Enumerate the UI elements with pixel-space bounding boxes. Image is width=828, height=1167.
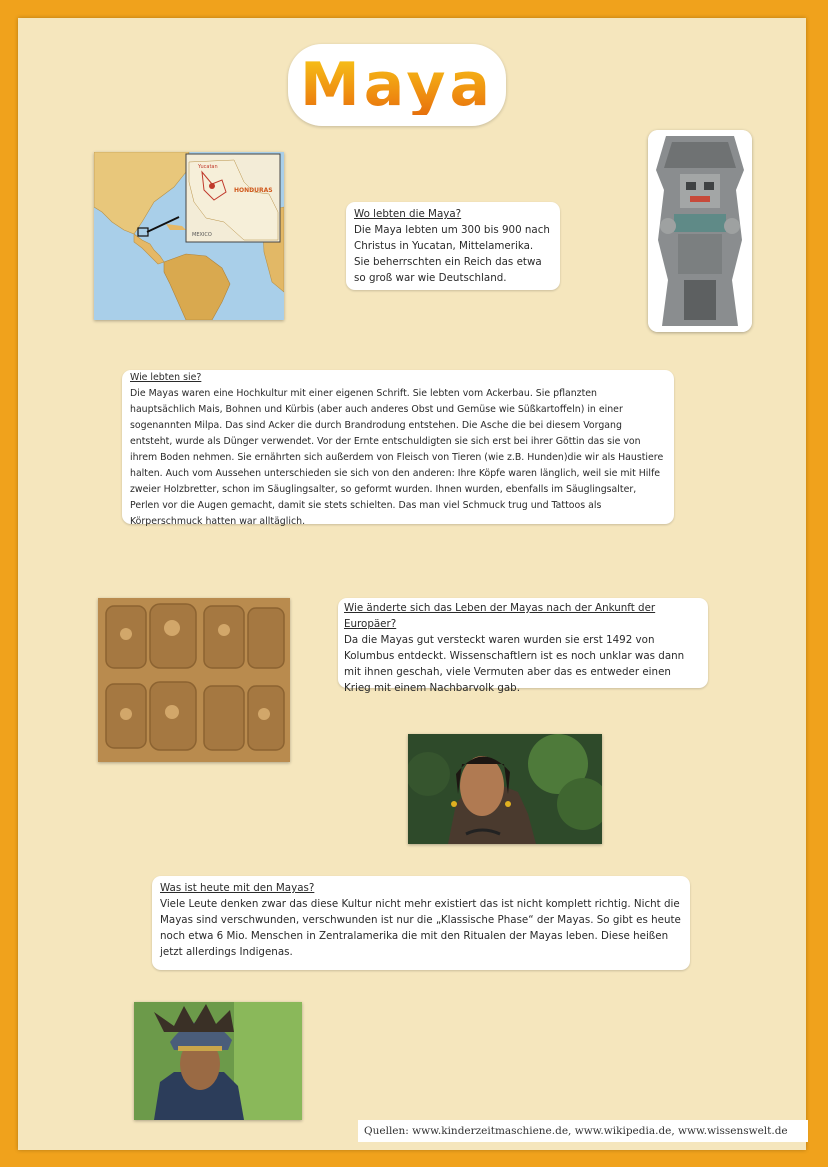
card-change-after-europeans [338,598,708,694]
text-where: Die Maya lebten um 300 bis 900 nach Christus in Yucatan, Mittelamerika. Sie beherrschten ein Reich das etwa so groß war wie Deutschland. [354,224,550,284]
glyph-illustration [98,598,290,762]
maya-woman-photo [408,734,602,844]
text-how: Die Mayas waren eine Hochkultur mit einer eigenen Schrift. Sie lebten vom Ackerbau. Sie pflanzten hauptsächlich Mais, Bohnen und Kürbis (aber auch anderes Obst und Gemüse wie Süßkartoffeln) in einer sogenannten Milpa. Das sind Acker die durch Brandrodung entstehen. Die Asche die bei diesem Vorgang entsteht, wurde als Dünger verwendet. Vor der Ernte entschuldigten sie sich erst bei ihrer Göttin das sie von ihrem Boden nehmen. Sie ernährten sich außerdem von Fleisch von Tieren (wie z.B. Hunden)die wir als Haustiere halten. Auch vom Aussehen unterschieden sie sich von den anderen: Ihre Köpfe waren länglich, weil sie mit Hilfe zweier Holzbretter, schon im Säuglingsalter, so geformt wurden. Ihnen wurden, ebenfalls im Säuglingsalter, Perlen vor die Augen gemacht, damit sie stets schielten. Das man viel Schmuck trug und Tattoos als Körperschmuck hatten war alltäglich. [130,388,664,527]
sources-footer: Quellen: www.kinderzeitmaschiene.de, www.wikipedia.de, www.wissenswelt.de [358,1120,808,1142]
heading-today: Was ist heute mit den Mayas? [160,882,315,894]
statue-illustration [648,130,752,332]
card-where-did-they-live [346,202,560,290]
heading-how: Wie lebten sie? [130,372,202,383]
card-mayas-today [152,876,690,970]
map-label-honduras: HONDURAS [234,187,273,194]
card-how-did-they-live [122,370,674,527]
text-today: Viele Leute denken zwar das diese Kultur nicht mehr existiert das ist nicht komplett richtig. Nicht die Mayas sind verschwunden, verschwunden ist nur die „Klassische Phase“ der Mayas. So gibt es heute noch etwa 6 Mio. Menschen in Zentralamerika die mit den Ritualen der Mayas leben. Diese heißen jetzt allerdings Indigenas. [160,898,681,958]
poster-title: Maya [300,50,494,120]
statue-image [648,130,752,332]
glyph-carving-image [98,598,290,762]
map-image [94,152,284,320]
maya-warrior-photo [134,1002,302,1120]
map-label-mexico: MEXICO [192,232,212,238]
text-change: Da die Mayas gut versteckt waren wurden sie erst 1492 von Kolumbus entdeckt. Wissenschaftlern ist es noch unklar was dann mit ihnen geschah, viele Vermuten aber das es entweder einen Krieg mit einem Nachbarvolk gab. [344,634,685,694]
warrior-illustration [134,1002,302,1120]
map-label-yucatan: Yucatan [198,164,218,170]
heading-where: Wo lebten die Maya? [354,208,462,220]
heading-change: Wie änderte sich das Leben der Mayas nach der Ankunft der Europäer? [344,602,656,630]
woman-illustration [408,734,602,844]
title-card [288,44,506,126]
map-illustration [94,152,284,320]
